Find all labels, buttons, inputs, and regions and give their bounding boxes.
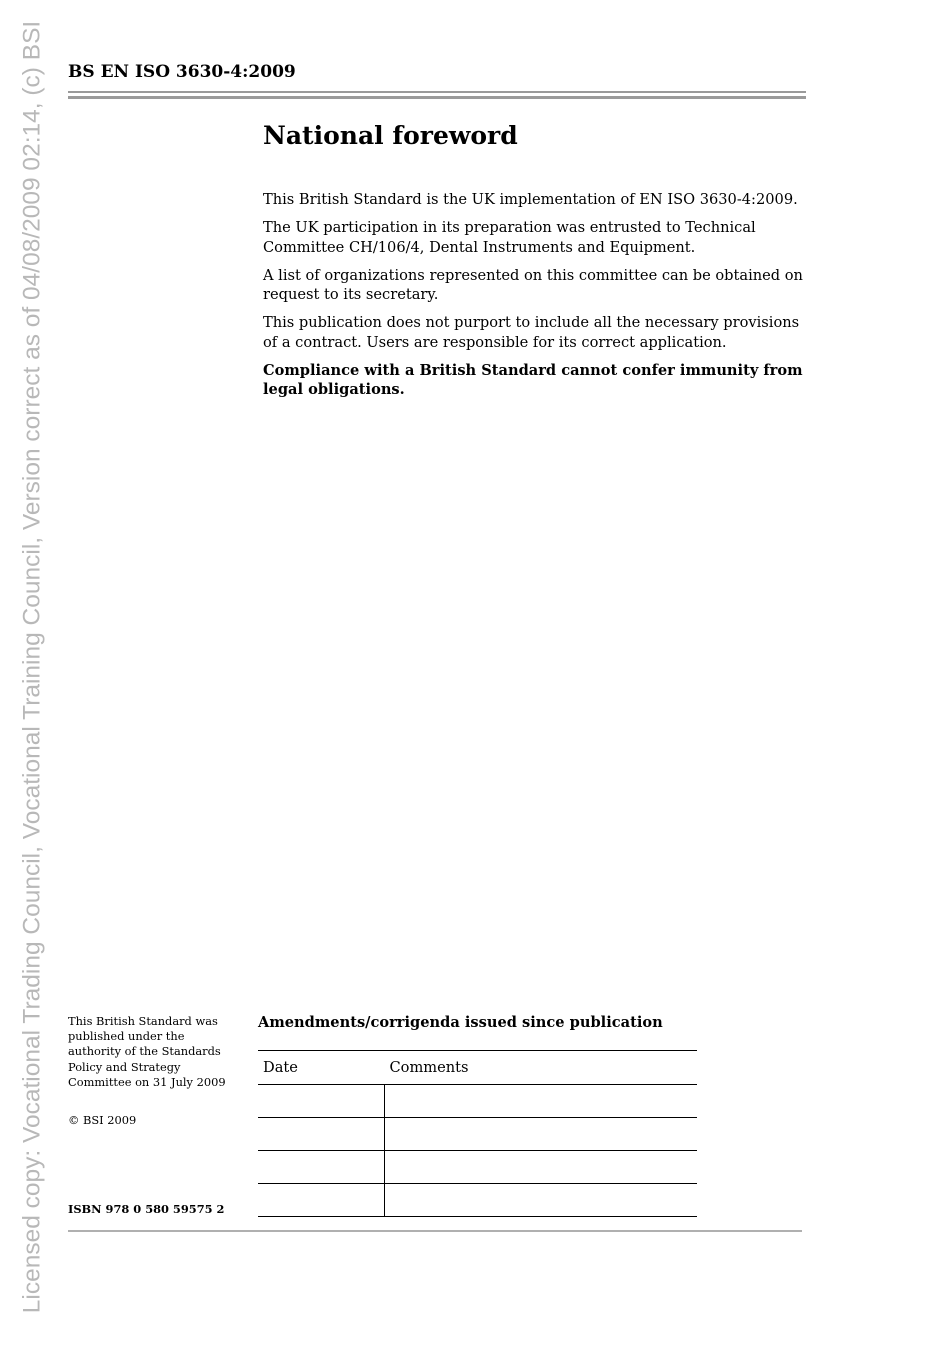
compliance-statement: Compliance with a British Standard cannot confer immunity from legal obligations. [263,361,803,398]
date-cell [258,1118,385,1151]
amendments-title: Amendments/corrigenda issued since publication [258,1014,663,1031]
table-header-row [258,1051,697,1085]
page-title: National foreword [263,121,518,150]
comments-cell [385,1151,698,1184]
date-cell [258,1085,385,1118]
table-row [258,1184,697,1217]
foreword-paragraph: This publication does not purport to include all the necessary provisions of a contract. Users are responsible for its correct application. [263,314,800,351]
isbn: ISBN 978 0 580 59575 2 [68,1202,225,1216]
comments-cell [385,1184,698,1217]
foreword-paragraph: The UK participation in its preparation was entrusted to Technical Committee CH/106/4, Dental Instruments and Equipment. [263,219,756,256]
footer-rule [68,1230,802,1232]
foreword-paragraph: A list of organizations represented on this committee can be obtained on request to its secretary. [263,266,803,303]
copyright-notice: © BSI 2009 [68,1113,137,1127]
date-cell [258,1151,385,1184]
header-rule [68,91,806,93]
column-header-comments: Comments [385,1051,698,1085]
comments-cell [385,1118,698,1151]
foreword-body [263,190,808,408]
column-header-date: Date [258,1051,385,1085]
date-cell [258,1184,385,1217]
table-row [258,1151,697,1184]
publication-note: This British Standard was published under the authority of the Standards Policy and Strategy Committee on 31 July 2009 [68,1014,226,1089]
table-row [258,1118,697,1151]
amendments-table [258,1050,697,1217]
comments-cell [385,1085,698,1118]
document-id: BS EN ISO 3630-4:2009 [68,62,296,82]
header-rule-thick [68,96,806,99]
watermark-text: Licensed copy: Vocational Trading Council, Vocational Training Council, Version correct as of 04/08/2009 02:14, (c) BSI [18,20,46,1314]
table-row [258,1085,697,1118]
watermark [0,0,64,1345]
foreword-paragraph: This British Standard is the UK implementation of EN ISO 3630-4:2009. [263,191,798,208]
